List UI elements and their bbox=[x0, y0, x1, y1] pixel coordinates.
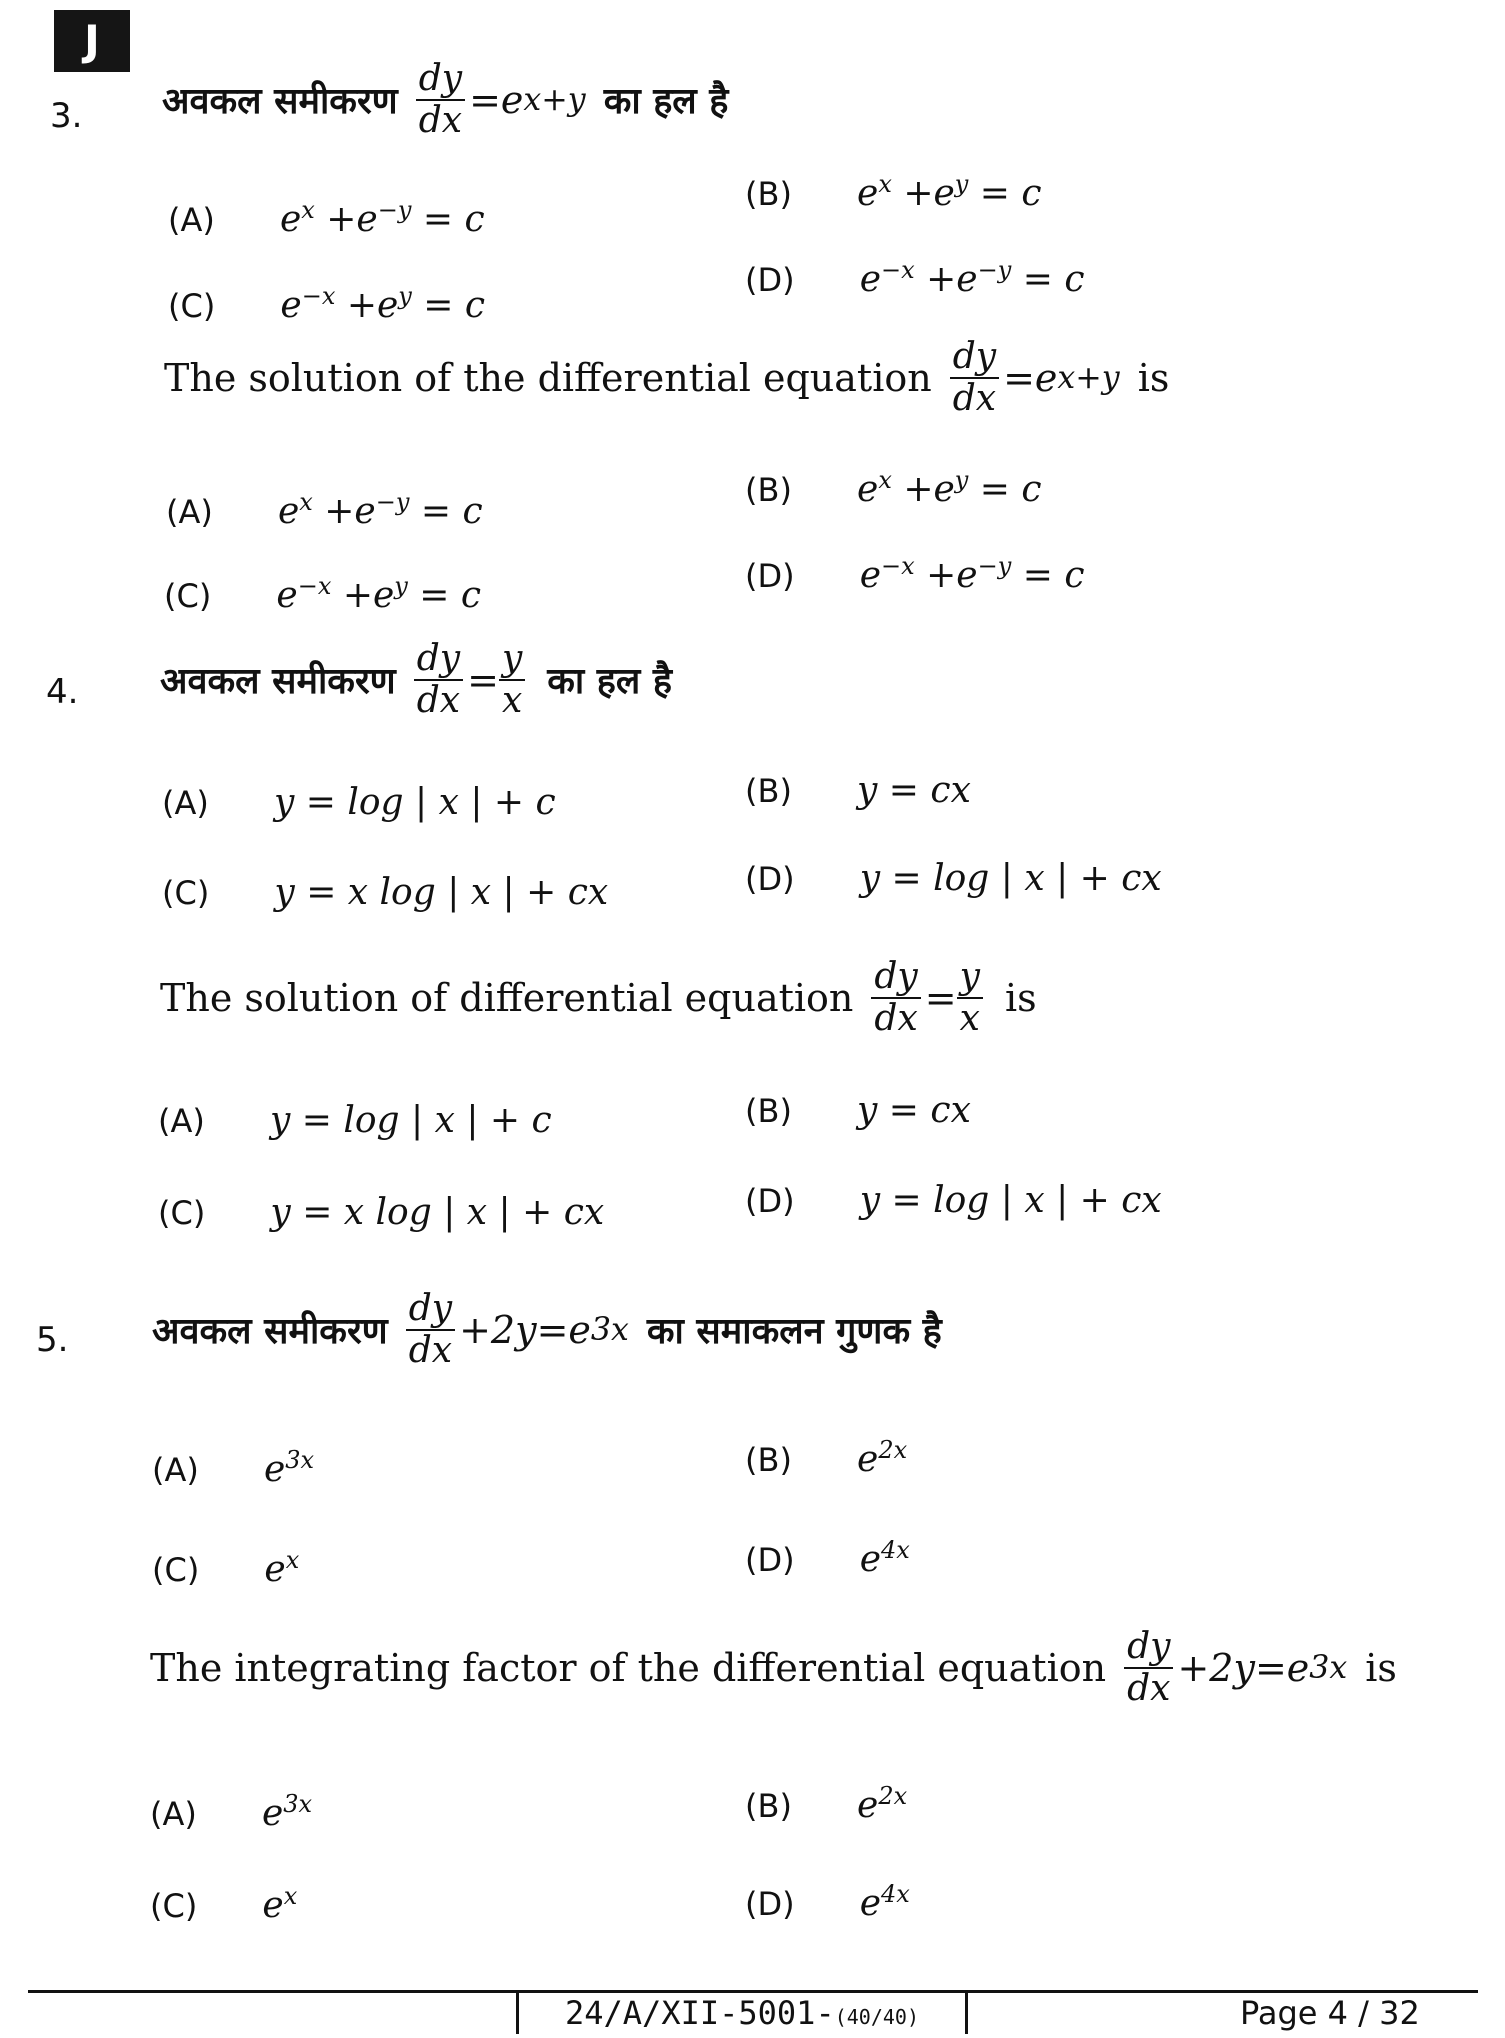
question-5-english-suffix: is bbox=[1365, 1645, 1397, 1690]
q4-en-option-c[interactable]: (C) y = x log | x | + cx bbox=[158, 1192, 605, 1233]
q4-hi-option-b[interactable]: (B) y = cx bbox=[745, 770, 971, 811]
question-5-hindi-suffix: का समाकलन गुणक है bbox=[646, 1311, 942, 1353]
q3-hi-option-c[interactable]: (C) $e^{-x} +e^y = c$ bbox=[168, 282, 486, 326]
question-4-equation-english: $\frac{dy}{dx}$ = $\frac{y}{x}$ bbox=[871, 958, 987, 1038]
question-3-english-suffix: is bbox=[1137, 355, 1170, 400]
q4-hi-option-c[interactable]: (C) y = x log | x | + cx bbox=[162, 872, 609, 913]
question-3-number: 3. bbox=[50, 96, 83, 136]
q4-hi-option-d[interactable]: (D) y = log | x | + cx bbox=[745, 858, 1162, 899]
q5-en-option-d[interactable]: (D) $e^{4x}$ bbox=[745, 1880, 910, 1924]
q5-hi-option-b[interactable]: (B) $e^{2x}$ bbox=[745, 1436, 908, 1480]
q5-en-option-b[interactable]: (B) $e^{2x}$ bbox=[745, 1782, 908, 1826]
paper-set-badge: J bbox=[54, 10, 130, 72]
q4-en-option-a[interactable]: (A) y = log | x | + c bbox=[158, 1100, 552, 1141]
q3-hi-option-b[interactable]: (B) $e^x +e^y = c$ bbox=[745, 170, 1042, 214]
q3-en-option-a[interactable]: (A) $e^x +e^{-y} = c$ bbox=[166, 488, 483, 532]
question-3-hindi-stem bbox=[162, 60, 728, 140]
q4-hi-option-a[interactable]: (A) y = log | x | + c bbox=[162, 782, 556, 823]
question-3-equation-english: $\frac{dy}{dx}$ =e x+y bbox=[950, 338, 1120, 418]
q5-hi-option-d[interactable]: (D) $e^{4x}$ bbox=[745, 1536, 910, 1580]
paper-code: 24/A/XII-5001-(40/40) bbox=[516, 1993, 968, 2034]
question-5-equation-hindi: $\frac{dy}{dx}$ +2y=e 3x bbox=[406, 1290, 629, 1370]
question-4-number: 4. bbox=[46, 672, 79, 712]
question-4-hindi-suffix: का हल है bbox=[547, 661, 672, 703]
question-3-english-stem bbox=[164, 338, 1169, 418]
question-5-number: 5. bbox=[36, 1320, 69, 1360]
question-4-equation-hindi: $\frac{dy}{dx}$ = $\frac{y}{x}$ bbox=[414, 640, 530, 720]
page-number: Page 4 / 32 bbox=[1240, 1994, 1420, 2032]
q3-en-option-c[interactable]: (C) $e^{-x} +e^y = c$ bbox=[164, 572, 482, 616]
question-5-equation-english: $\frac{dy}{dx}$ +2y=e 3x bbox=[1124, 1628, 1347, 1708]
question-4-english-prefix: The solution of differential equation bbox=[160, 975, 854, 1020]
question-3-hindi-prefix: अवकल समीकरण bbox=[162, 81, 398, 123]
q3-en-option-d[interactable]: (D) $e^{-x} +e^{-y} = c$ bbox=[745, 552, 1085, 596]
question-4-english-stem bbox=[160, 958, 1037, 1038]
q3-hi-option-d[interactable]: (D) $e^{-x} +e^{-y} = c$ bbox=[745, 256, 1085, 300]
q5-hi-option-c[interactable]: (C) $e^x$ bbox=[152, 1546, 300, 1590]
question-3-equation-hindi: $\frac{dy}{dx}$ =e x+y bbox=[416, 60, 586, 140]
question-5-hindi-prefix: अवकल समीकरण bbox=[152, 1311, 388, 1353]
question-4-hindi-prefix: अवकल समीकरण bbox=[160, 661, 396, 703]
q4-en-option-d[interactable]: (D) y = log | x | + cx bbox=[745, 1180, 1162, 1221]
question-5-english-stem bbox=[150, 1628, 1397, 1708]
question-3-english-prefix: The solution of the differential equation bbox=[164, 355, 932, 400]
question-5-english-prefix: The integrating factor of the differential equation bbox=[150, 1645, 1107, 1690]
q3-hi-option-a[interactable]: (A) $e^x +e^{-y} = c$ bbox=[168, 196, 485, 240]
q5-en-option-c[interactable]: (C) $e^x$ bbox=[150, 1882, 298, 1926]
q5-hi-option-a[interactable]: (A) $e^{3x}$ bbox=[152, 1446, 315, 1490]
q4-en-option-b[interactable]: (B) y = cx bbox=[745, 1090, 971, 1131]
question-4-hindi-stem bbox=[160, 640, 672, 720]
q3-en-option-b[interactable]: (B) $e^x +e^y = c$ bbox=[745, 466, 1042, 510]
q5-en-option-a[interactable]: (A) $e^{3x}$ bbox=[150, 1790, 313, 1834]
question-3-hindi-suffix: का हल है bbox=[603, 81, 729, 123]
question-4-english-suffix: is bbox=[1004, 975, 1037, 1020]
question-5-hindi-stem bbox=[152, 1290, 942, 1370]
